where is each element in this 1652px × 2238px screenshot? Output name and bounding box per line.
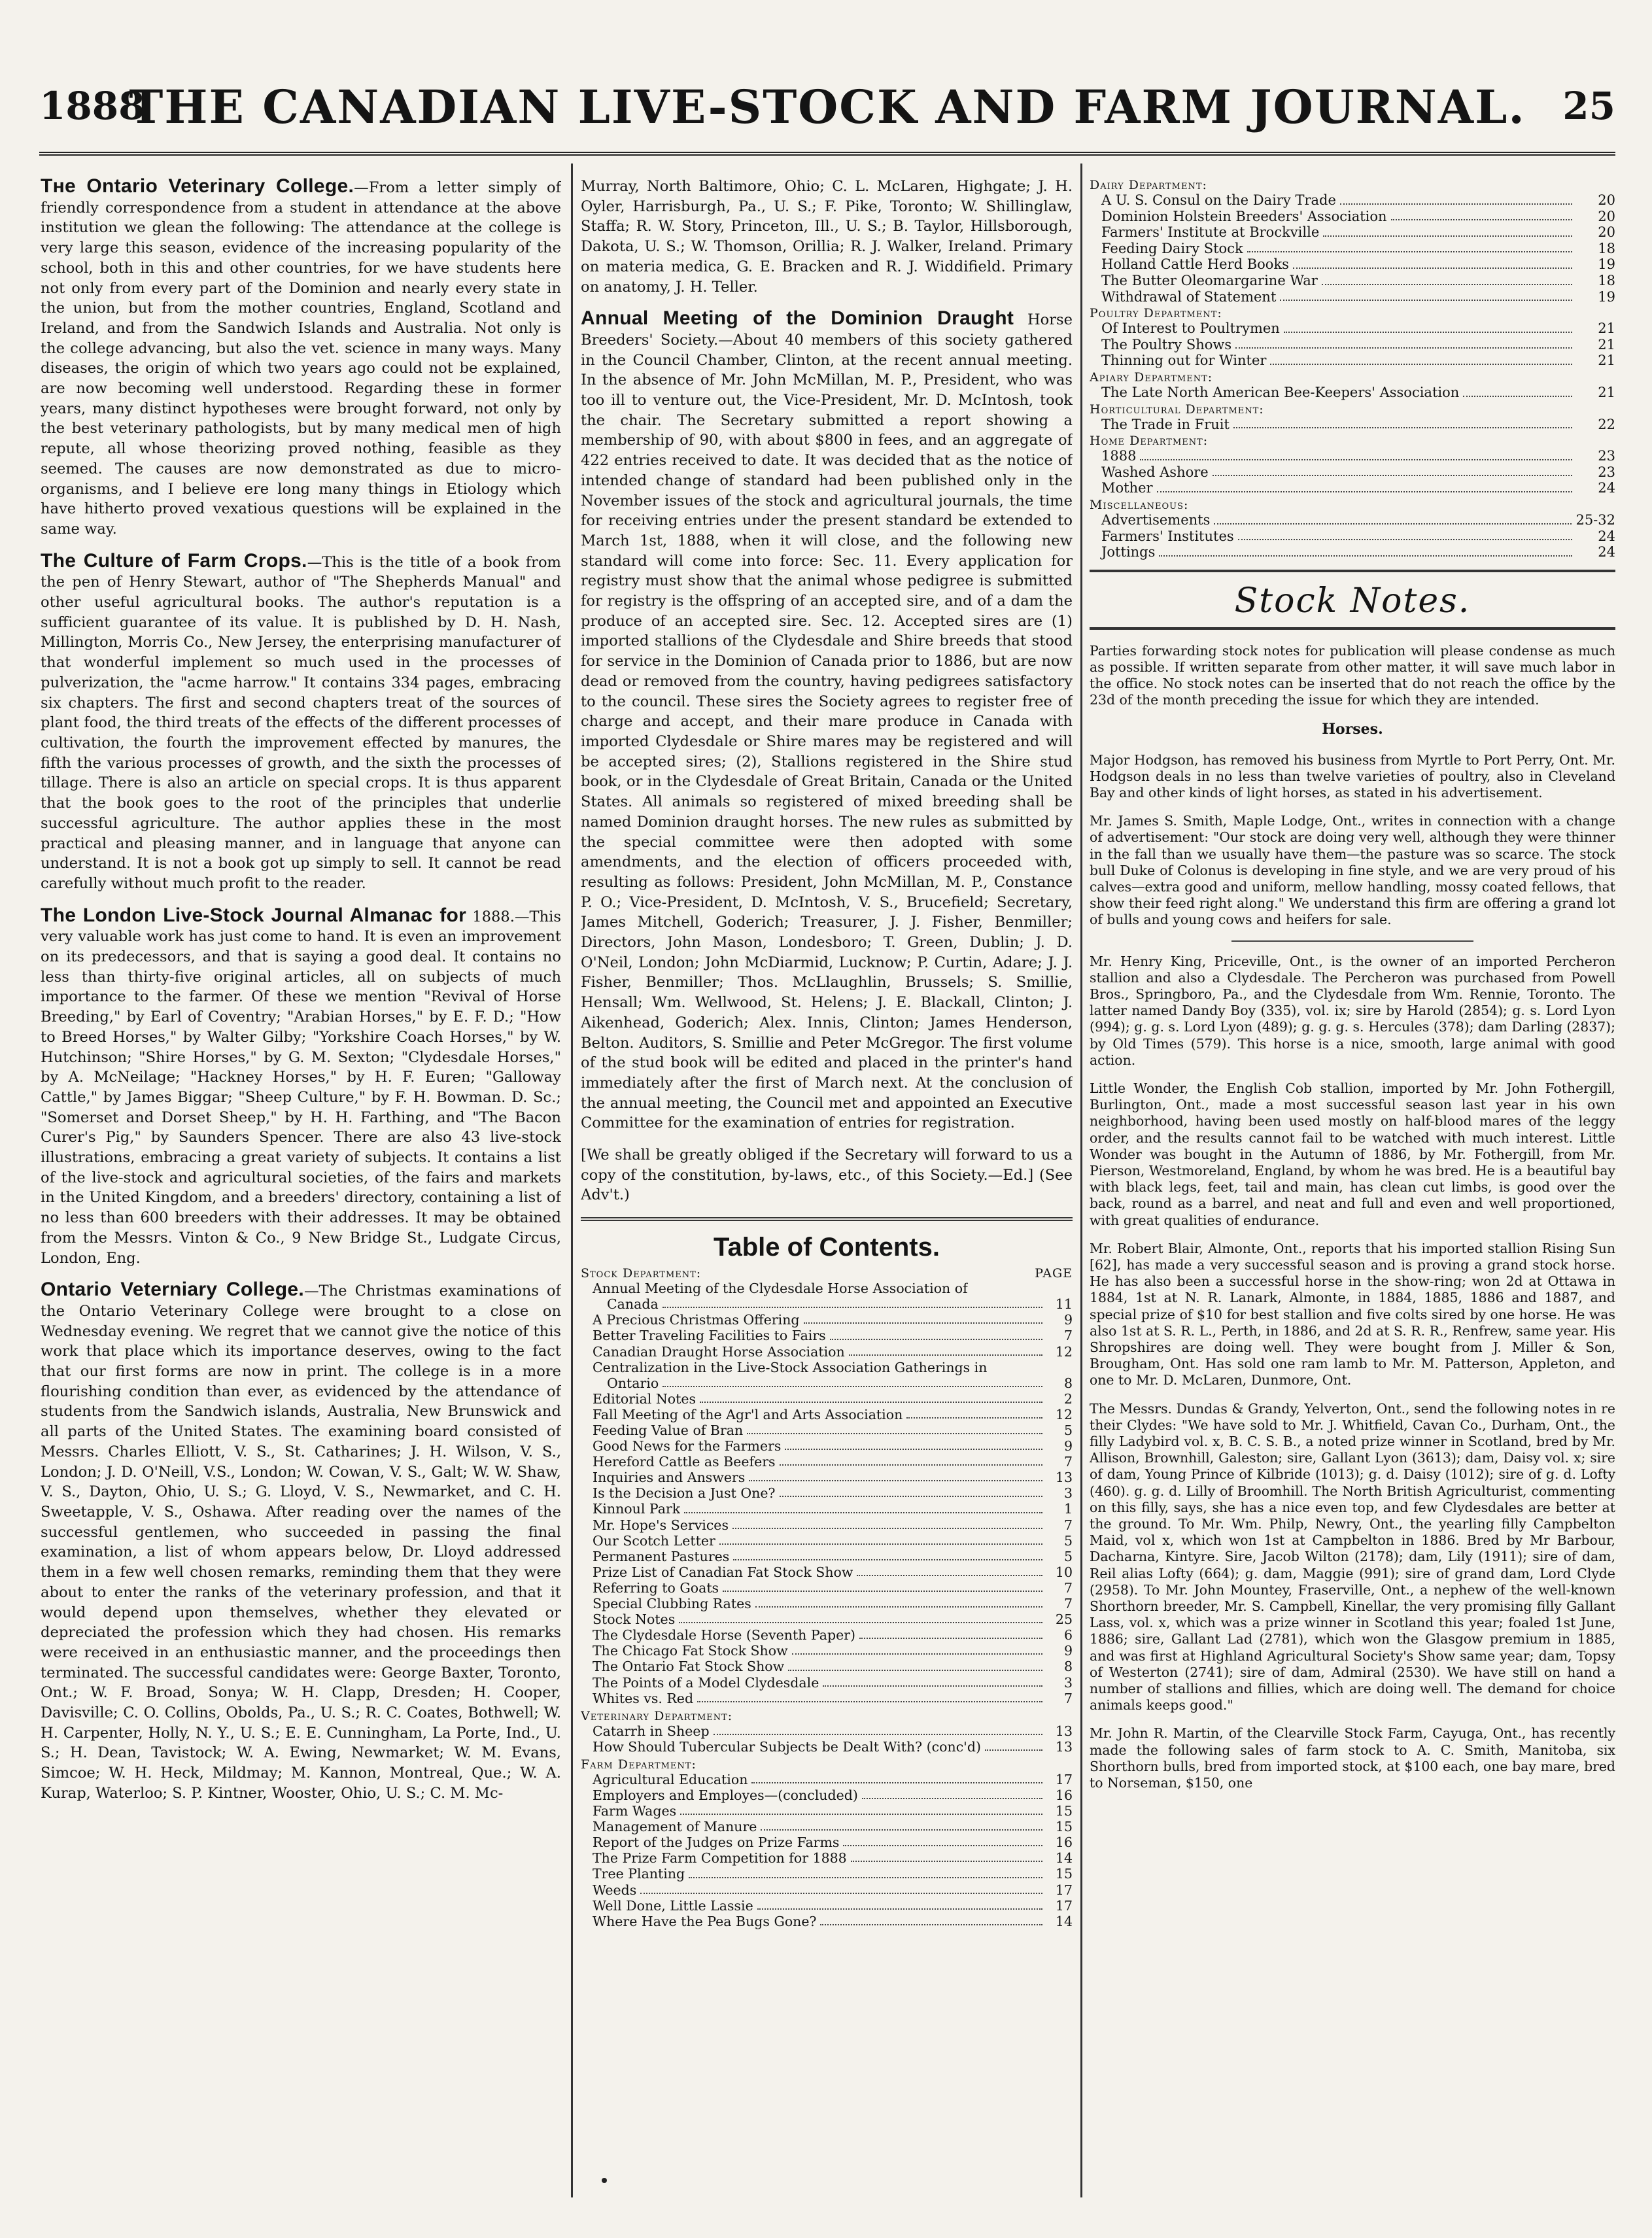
toc-entry (1090, 337, 1615, 353)
article-text: —This is the title of a book from the pen of Henry Stewart, author of "The Shepherds Manual" and other useful agricultural books. The author's reputation is a sufficient guarantee of its value. It is published by D. H. Nash, Millington, Morris Co., New Jersey, the enterprising manufacturer of that wonderful implement so much used in the processes of pulverization, the "acme harrow." It contains 334 pages, embracing six chapters. The first and second chapters treat of the sources of plant food, the third treats of the effects of the different processes of cultivation, the fourth the improvement effected by manures, the fifth the various processes of growth, and the sixth the processes of tillage. There is also an article on special crops. It is thus apparent that the book goes to the root of the principles that underlie successful agriculture. The author applies these in the most practical and pleasing manner, and in language that anyone can understand. It is not a book got up simply to sell. It cannot be read carefully without much profit to the reader. (41, 553, 561, 892)
toc-entry (1090, 544, 1615, 560)
article-paragraph (581, 309, 1073, 1133)
page-header (39, 72, 1615, 144)
toc-leader-dots (820, 1924, 1042, 1925)
toc-leader-dots (1238, 539, 1572, 540)
stock-note: The Messrs. Dundas & Grandy, Yelverton, Ont., send the following notes in re their Clydes: "We have sold to Mr. J. Whitfield, Cavan Co., Durham, Ont., the filly Ladybird vol. x, B. C. S. B., a noted prize winner in Scotland, bred by Mr. Allison, Brownhill, Galeston; sire, Gallant Lyon (3613); dam, Daisy vol. x; sire of dam, Young Prince of Kilbride (1013); g. d. Daisy (1012); sire of g. d. Lofty (460). g. g. d. Lilly of Broomhill. The North British Agriculturist, commenting on this filly, says, she has a nice even top, and few Clydesdales are better at the ground. To Mr. Wm. Philp, Newry, Ont., the yearling filly Campbelton Maid, vol x, which won 1st at Campbelton in 1886. Bred by Mr Barbour, Dacharna, Kintyre. Sire, Jacob Wilton (2178); dam, Lily (1911); sire of dam, Reil alias Lofty (664); g. dam, Maggie (991); sire of grand dam, Lord Clyde (2958). To Mr. John Mountey, Fraserville, Ont., a nephew of the well-known Shorthorn breeder, Mr. S. Campbell, Kinellar, the very promising filly Gallant Lass, vol. x, which was a prize winner in Scotland this year; foaled 1st June, 1886; sire, Gallant Lad (2781), which won the Glasgow premium in 1885, and was first at Highland Agricultural Society's Show same year; dam, Topsy of Westerton (2741); sire of dam, Admiral (2530). We have still on hand a number of stallions and fillies, which are doing well. The demand for choice animals keeps good." (1090, 1400, 1615, 1713)
toc-entry-title: Report of the Judges on Prize Farms (593, 1834, 840, 1851)
toc-entry (1090, 417, 1615, 433)
toc-leader-dots (1214, 523, 1572, 525)
toc-leader-dots (823, 1685, 1042, 1687)
toc-entry-title: A Precious Christmas Offering (593, 1312, 800, 1328)
toc-entry-page: 7 (1063, 1454, 1073, 1470)
toc-leader-dots (723, 1591, 1042, 1592)
toc-leader-dots (689, 1877, 1042, 1878)
toc-entry-page: 13 (1055, 1723, 1073, 1739)
toc-entry-page: 14 (1055, 1913, 1073, 1929)
toc-entry (1090, 241, 1615, 257)
toc-entry-title: The Poultry Shows (1101, 336, 1232, 353)
journal-title: THE CANADIAN LIVE-STOCK AND FARM JOURNAL. (129, 80, 1526, 134)
toc-entry (581, 1375, 1073, 1391)
toc-entry-page: 1 (1063, 1501, 1073, 1517)
toc-entry (581, 1739, 1073, 1755)
toc-entry-page: 13 (1055, 1470, 1073, 1486)
toc-leader-dots (1284, 332, 1572, 333)
toc-leader-dots (757, 1908, 1042, 1910)
toc-entry (581, 1470, 1073, 1485)
toc-section-list (1090, 512, 1615, 560)
article-heading: Tнe Ontario Veterinary College. (41, 177, 354, 197)
toc-entry-page: 25-32 (1575, 511, 1615, 528)
article-paragraph (41, 177, 561, 540)
stock-notes-intro: Parties forwarding stock notes for publication will please condense as much as possible. If written separate from other matter, it will save much labor in the office. No stock notes can be inserted that do not reach the office by the 23d of the month preceding the issue for which they are intended. (1090, 642, 1615, 708)
toc-entry-page: 12 (1055, 1406, 1073, 1422)
page-number: 25 (1562, 84, 1615, 128)
toc-entry-title: Holland Cattle Herd Books (1101, 256, 1289, 273)
toc-entry-title: Catarrh in Sheep (593, 1723, 710, 1739)
stock-note: Mr. Henry King, Priceville, Ont., is the owner of an imported Percheron stallion and also a Clydesdale. The Percheron was purchased from Powell Bros., Springboro, Pa., and the Clydesdale from Wm. Rennie, Toronto. The latter named Dandy Boy (335), vol. ix; sire by Harold (2854); g. s. Lord Lyon (994); g. g. s. Lord Lyon (489); g. g. g. s. Hercules (378); dam Darling (2837); by Old Times (579). This horse is a nice, smooth, large animal with good action. (1090, 953, 1615, 1068)
toc-entry-title: Inquiries and Answers (593, 1470, 746, 1486)
column-rule (1080, 164, 1082, 2197)
toc-entry-title: Editorial Notes (593, 1390, 697, 1407)
stock-note: Little Wonder, the English Cob stallion, imported by Mr. John Fothergill, Burlington, Ont., made a most successful season last year in his own neighborhood, having been used mostly on half-blood mares of the leggy order, and the results cannot fail to be watched with much interest. Little Wonder was bought in the Autumn of 1886, by Mr. Fothergill, from Mr. Pierson, Westmoreland, England, by whom he was bred. He is a beautiful bay with black legs, feet, tail and main, has clean cut limbs, is good over the back, round as a barrel, and neat and full and even and well proportioned, with great qualities of endurance. (1090, 1080, 1615, 1228)
toc-entry-title: Withdrawal of Statement (1101, 288, 1277, 305)
toc-section-label: Home Department: (1090, 434, 1209, 449)
toc-leader-dots (663, 1386, 1042, 1387)
toc-entry-page: 20 (1598, 224, 1615, 241)
toc-leader-dots (804, 1322, 1042, 1324)
toc-entry-title: Permanent Pastures (593, 1548, 730, 1564)
toc-entry-title: Hereford Cattle as Beefers (593, 1454, 776, 1470)
toc-entry-page: 18 (1598, 240, 1615, 256)
toc-leader-dots (697, 1701, 1042, 1702)
toc-entry-page: 16 (1055, 1787, 1073, 1803)
toc-entry (581, 1407, 1073, 1422)
toc-entry-page: 21 (1598, 353, 1615, 369)
toc-entry (1090, 273, 1615, 289)
toc-vet-list (581, 1723, 1073, 1755)
toc-leader-dots (830, 1339, 1042, 1340)
toc-leader-dots (1159, 555, 1572, 557)
toc-entry-title: The Clydesdale Horse (Seventh Paper) (593, 1627, 856, 1644)
toc-leader-dots (1391, 219, 1572, 220)
toc-entry-page: 2 (1063, 1390, 1073, 1407)
toc-entry-page: 22 (1598, 416, 1615, 432)
toc-entry-page: 10 (1055, 1564, 1073, 1580)
toc-entry-title: Farm Wages (593, 1803, 677, 1819)
toc-entry-title: Prize List of Canadian Fat Stock Show (593, 1564, 853, 1580)
toc-entry-title: Dominion Holstein Breeders' Association (1101, 208, 1387, 224)
article-text: 1888.—This very valuable work has just come to hand. It is even an improvement on its predecessors, and that is saying a good deal. It contains no less than thirty-five original articles, all on subjects of much importance to the farmer. Of these we mention "Revival of Horse Breeding," by Earl of Coventry; "Arabian Horses," by E. F. D.; "How to Breed Horses," by Walter Gilby; "Yorkshire Coach Horses," by W. Hutchinson; "Shire Horses," by G. M. Sexton; "Clydesdale Horses," by A. McNeilage; "Hackney Horses," by H. F. Euren; "Galloway Cattle," by James Biggar; "Sheep Culture," by F. H. Bowman. D. Sc.; "Somerset and Dorset Sheep," by H. H. Farthing, and "The Bacon Curer's Pig," by Saunders Spencer. There are also 43 live-stock illustrations, embracing a great variety of subjects. It contains a list of the live-stock and agricultural societies, of the fairs and markets in the United Kingdom, and a breeders' directory, containing a list of no less than 600 breeders with their addresses. It may be obtained from the Messrs. Vinton & Co., 9 New Bridge St., Ludgate Circus, London, Eng. (41, 908, 561, 1267)
toc-entry-page: 7 (1063, 1517, 1073, 1533)
toc-entry-title: The Points of a Model Clydesdale (593, 1674, 819, 1691)
column-3 (1090, 177, 1615, 2191)
toc-leader-dots (719, 1543, 1042, 1545)
toc-leader-dots (849, 1354, 1042, 1356)
toc-leader-dots (700, 1402, 1042, 1403)
toc-entry-title: Agricultural Education (593, 1771, 748, 1787)
toc-leader-dots (851, 1861, 1042, 1862)
toc-entry-title: Annual Meeting of the Clydesdale Horse Association of (593, 1281, 968, 1297)
stock-note: Mr. John R. Martin, of the Clearville Stock Farm, Cayuga, Ont., has recently made the following sales of farm stock to A. C. Smith, Manitoba, six Shorthorn bulls, bred from imported stock, at $100 each, one bay mare, bred to Norseman, $150, one (1090, 1725, 1615, 1791)
article-heading: The London Live-Stock Journal Almanac for (41, 904, 467, 926)
toc-section-list (1090, 448, 1615, 496)
toc-entry-page: 21 (1598, 320, 1615, 337)
toc-entry-title: Canada (607, 1296, 659, 1313)
toc-leader-dots (732, 1528, 1042, 1529)
toc-entry (1090, 480, 1615, 496)
toc-leader-dots (1213, 475, 1572, 476)
toc-entry-page: 15 (1055, 1819, 1073, 1835)
toc-entry-title: Feeding Dairy Stock (1101, 240, 1243, 256)
toc-leader-dots (780, 1496, 1042, 1497)
toc-title: Table of Contents. (714, 1233, 940, 1262)
stock-note: Mr. Robert Blair, Almonte, Ont., reports that his imported stallion Rising Sun [62], has made a very successful season and is proving a grand stock horse. He has also been a successful horse in the show-ring; won 2d at Ottawa in 1884, 1st at N. R. Lanark, Almonte, in 1884, 1885, 1886 and 1887, and special prize of $10 for best stallion and five colts sired by one horse. He was also 1st at S. R. L., Perth, in 1886, and 2d at S. R. R., Renfrew, same year. His Shropshires are doing well. They were bought from J. Miller & Son, Brougham, Ont. Has sold one ram lamb to Mr. M. Patterson, Appleton, and one to Mr. D. McLaren, Dunmore, Ont. (1090, 1240, 1615, 1388)
toc-leader-dots (859, 1638, 1042, 1639)
toc-entry (1090, 192, 1615, 209)
toc-entry (581, 1501, 1073, 1517)
toc-section-header (581, 1757, 1073, 1772)
article-paragraph (41, 551, 561, 894)
article-continuation: Murray, North Baltimore, Ohio; C. L. McLaren, Highgate; J. H. Oyler, Harrisburgh, Pa., U. S.; F. Pike, Toronto; W. Shillinglaw, Staffa; R. W. Story, Princeton, Ill., U. S.; B. Taylor, Hillsborough, Dakota, U. S.; W. Thomson, Orillia; R. J. Walker, Ireland. Primary on materia medica, G. E. Bracken and R. J. Widdifield. Primary on anatomy, J. H. Teller. (581, 178, 1073, 296)
toc-leader-dots (788, 1670, 1042, 1671)
toc-leader-dots (1233, 427, 1572, 428)
toc-farm-list (581, 1772, 1073, 1929)
toc-entry-title: Special Clubbing Rates (593, 1596, 751, 1612)
toc-entry (581, 1611, 1073, 1627)
toc-section-label: Veterinary Department: (581, 1708, 733, 1723)
toc-entry-page: 7 (1063, 1579, 1073, 1596)
toc-leader-dots (1280, 300, 1572, 301)
toc-entry-title: Jottings (1101, 544, 1156, 560)
toc-entry (581, 1659, 1073, 1674)
toc-entry-page: 19 (1598, 256, 1615, 273)
toc-entry-page: 7 (1063, 1690, 1073, 1706)
toc-section-label: Dairy Department: (1090, 178, 1207, 192)
toc-entry (581, 1391, 1073, 1407)
toc-entry-title: Feeding Value of Bran (593, 1422, 744, 1438)
toc-section-header (581, 1266, 1073, 1281)
toc-entry-page: 18 (1598, 272, 1615, 288)
toc-leader-dots (1247, 251, 1572, 252)
toc-entry (581, 1914, 1073, 1929)
toc-leader-dots (862, 1798, 1042, 1799)
section-rule (581, 1217, 1073, 1221)
toc-entry-page: 16 (1055, 1834, 1073, 1851)
toc-leader-dots (780, 1464, 1042, 1466)
toc-entry-title: Referring to Goats (593, 1579, 719, 1596)
toc-entry (581, 1438, 1073, 1454)
toc-entry-title: Thinning out for Winter (1101, 353, 1267, 369)
toc-entry-page: 6 (1063, 1627, 1073, 1644)
toc-entry (581, 1772, 1073, 1787)
toc-leader-dots (906, 1417, 1042, 1419)
toc-section-label: Poultry Department: (1090, 306, 1222, 321)
toc-leader-dots (749, 1480, 1042, 1481)
toc-entry (581, 1344, 1073, 1360)
toc-entry-page: 24 (1598, 544, 1615, 560)
toc-entry-title: 1888 (1101, 448, 1137, 464)
toc-entry-page: 7 (1063, 1596, 1073, 1612)
toc-entry (1090, 528, 1615, 545)
toc-entry (581, 1882, 1073, 1898)
print-mark (602, 2178, 607, 2183)
toc-entry-title: Whites vs. Red (593, 1690, 694, 1706)
toc-entry (581, 1866, 1073, 1882)
article-heading: Ontario Veterniary College. (41, 1279, 304, 1301)
toc-entry (581, 1533, 1073, 1549)
toc-entry-title: Washed Ashore (1101, 464, 1209, 480)
toc-entry-title: Kinnoul Park (593, 1501, 681, 1517)
toc-leader-dots (1157, 491, 1572, 492)
toc-entry-title: Better Traveling Facilities to Fairs (593, 1328, 826, 1344)
toc-leader-dots (1293, 267, 1572, 269)
toc-leader-dots (785, 1449, 1042, 1450)
column-rule (571, 164, 573, 2197)
toc-entry-page: 11 (1055, 1296, 1073, 1313)
toc-leader-dots (1270, 364, 1572, 365)
toc-entry-page: 5 (1063, 1532, 1073, 1549)
toc-entry (581, 1898, 1073, 1914)
toc-entry-title: The Ontario Fat Stock Show (593, 1659, 785, 1675)
toc-leader-dots (679, 1622, 1042, 1623)
toc-leader-dots (747, 1433, 1042, 1434)
toc-entry (581, 1723, 1073, 1739)
toc-entry-page: 20 (1598, 192, 1615, 208)
toc-entry (581, 1834, 1073, 1850)
toc-section-label: Farm Department: (581, 1757, 697, 1772)
toc-entry-page: 24 (1598, 528, 1615, 544)
toc-page-label: PAGE (1035, 1266, 1073, 1281)
toc-entry-title: The Prize Farm Competition for 1888 (593, 1850, 847, 1867)
toc-entry (581, 1643, 1073, 1659)
toc-entry-page: 5 (1063, 1548, 1073, 1564)
toc-leader-dots (1463, 396, 1572, 397)
toc-entry-title: Stock Notes (593, 1611, 676, 1628)
toc-leader-dots (1322, 284, 1572, 285)
toc-entry-title: Farmers' Institutes (1101, 528, 1234, 544)
toc-entry-page: 15 (1055, 1866, 1073, 1882)
toc-entry-title: The Butter Oleomargarine War (1101, 272, 1318, 288)
toc-entry (1090, 448, 1615, 464)
toc-entry-title: Mother (1101, 480, 1153, 496)
editor-note: [We shall be greatly obliged if the Secretary will forward to us a copy of the constitution, by-laws, etc., of this Society.—Ed.] (See Adv't.) (581, 1146, 1073, 1204)
toc-entry (1090, 353, 1615, 369)
toc-entry (1090, 464, 1615, 481)
toc-entry-page: 14 (1055, 1850, 1073, 1867)
header-rule (39, 152, 1615, 158)
toc-leader-dots (1140, 459, 1572, 460)
stock-note: Mr. James S. Smith, Maple Lodge, Ont., writes in connection with a change of advertisement: "Our stock are doing very well, although they were thinner in the fall than we usually have them—the pasture was so scarce. The stock bull Duke of Colonus is developing in fine style, and we are very proud of his calves—extra good and uniform, mellow handling, mossy coated fellows, that show their feed right along." We understand this firm are offering a grand lot of bulls and young cows and heifers for sale. (1090, 813, 1615, 928)
toc-entry-page: 17 (1055, 1897, 1073, 1914)
toc-entry-page: 13 (1055, 1738, 1073, 1755)
stock-notes-title: Stock Notes. (1234, 581, 1471, 621)
toc-entry-title: Fall Meeting of the Agr'l and Arts Association (593, 1406, 903, 1422)
header-year: 1888 (39, 84, 145, 128)
toc-entry-title: How Should Tubercular Subjects be Dealt With? (conc'd) (593, 1738, 981, 1755)
toc-entry (581, 1596, 1073, 1611)
toc-leader-dots (684, 1512, 1042, 1513)
article-heading: The Culture of Farm Crops. (41, 549, 307, 572)
toc-entry-title: Good News for the Farmers (593, 1438, 782, 1455)
toc-leader-dots (755, 1606, 1042, 1608)
toc-entry (581, 1328, 1073, 1343)
toc-entry (581, 1787, 1073, 1803)
toc-entry-title: Mr. Hope's Services (593, 1517, 729, 1533)
toc-leader-dots (1340, 203, 1572, 205)
toc-entry-title: The Late North American Bee-Keepers' Association (1101, 384, 1460, 400)
toc-entry-page: 21 (1598, 384, 1615, 400)
toc-leader-dots (1235, 347, 1572, 349)
toc-entry (581, 1281, 1073, 1296)
article-text: —From a letter simply of friendly correspondence from a student in attendance at the above institution we glean the following: The attendance at the college is very large this season, evidence of the increasing popularity of the school, both in this and other countries, for we have students here not only from every part of the Dominion and nearly every state in the union, but from the mother countries, England, Scotland and Ireland, and from the Sandwich Islands and Australia. Not only is the college advancing, but also the vet. science in many ways. Many diseases, the origin of which two years ago could not be explained, are now becoming well understood. Regarding these in former years, many distinct hypotheses were brought forward, not only by the best veterinary pathologists, but by many medical men of high repute, all whose theorizing proved nothing, feasible as they seemed. The causes are now demonstrated as due to micro-organisms, and I believe ere long many things in Etiology which have hitherto proved vexatious questions will be explained in the same way. (41, 179, 561, 538)
article-paragraph (41, 1280, 561, 1803)
toc-entry (1090, 224, 1615, 241)
column-1 (41, 177, 561, 2191)
toc-entry (581, 1485, 1073, 1501)
toc-section-label: Apiary Department: (1090, 370, 1213, 385)
toc-section-list (1090, 417, 1615, 433)
toc-entry-title: Weeds (593, 1882, 637, 1898)
toc-entry (581, 1691, 1073, 1706)
toc-entry (1090, 256, 1615, 273)
toc-entry-title: Our Scotch Letter (593, 1532, 715, 1549)
toc-entry-title: Where Have the Pea Bugs Gone? (593, 1913, 817, 1929)
toc-entry (581, 1549, 1073, 1564)
toc-entry-page: 5 (1063, 1422, 1073, 1438)
toc-entry (1090, 209, 1615, 225)
toc-entry (1090, 320, 1615, 337)
toc-entry-page: 3 (1063, 1674, 1073, 1691)
toc-leader-dots (751, 1782, 1042, 1783)
toc-entry (1090, 385, 1615, 401)
toc-entry (581, 1580, 1073, 1596)
toc-entry-page: 21 (1598, 336, 1615, 353)
toc-entry-title: The Chicago Fat Stock Show (593, 1643, 788, 1659)
toc-entry-page: 12 (1055, 1343, 1073, 1360)
toc-leader-dots (680, 1814, 1042, 1815)
toc-entry (581, 1850, 1073, 1866)
toc-leader-dots (733, 1559, 1042, 1560)
toc-entry (581, 1422, 1073, 1438)
toc-section-label: Horticultural Department: (1090, 402, 1264, 417)
article-paragraph (41, 906, 561, 1269)
toc-entry-title: Centralization in the Live-Stock Association Gatherings in (593, 1359, 988, 1375)
toc-entry (581, 1803, 1073, 1819)
toc-entry-page: 20 (1598, 208, 1615, 224)
toc-leader-dots (1323, 235, 1572, 237)
toc-entry-title: Advertisements (1101, 511, 1211, 528)
toc-entry-title: Tree Planting (593, 1866, 685, 1882)
toc-entry (581, 1675, 1073, 1691)
toc-entry-page: 24 (1598, 480, 1615, 496)
toc-entry-page: 9 (1063, 1643, 1073, 1659)
toc-section-header (581, 1709, 1073, 1723)
toc-leader-dots (761, 1829, 1042, 1831)
toc-leader-dots (985, 1749, 1042, 1751)
note-divider (1231, 940, 1473, 942)
toc-entry-page: 19 (1598, 288, 1615, 305)
toc-entry-page: 9 (1063, 1312, 1073, 1328)
toc-stock-list (581, 1281, 1073, 1706)
toc-leader-dots (663, 1307, 1042, 1308)
column-2 (581, 177, 1073, 2191)
toc-entry-title: Management of Manure (593, 1819, 757, 1835)
toc-entry-title: A U. S. Consul on the Dairy Trade (1101, 192, 1336, 208)
article-heading: Annual Meeting of the Dominion Draught (581, 307, 1014, 330)
toc-entry-page: 15 (1055, 1803, 1073, 1819)
stock-notes-banner (1090, 570, 1615, 630)
toc-entry (581, 1296, 1073, 1312)
toc-leader-dots (792, 1653, 1042, 1655)
toc-entry-page: 7 (1063, 1328, 1073, 1344)
toc-entry-title: The Trade in Fruit (1101, 416, 1230, 432)
toc-entry (581, 1454, 1073, 1470)
toc-entry (581, 1819, 1073, 1834)
toc-section-list (1090, 385, 1615, 401)
toc-entry (581, 1360, 1073, 1375)
toc-entry-title: Farmers' Institute at Brockville (1101, 224, 1320, 241)
toc-entry-page: 9 (1063, 1438, 1073, 1455)
toc-entry-title: Employers and Employes—(concluded) (593, 1787, 858, 1803)
toc-entry-page: 25 (1055, 1611, 1073, 1628)
article-text: —The Christmas examinations of the Ontario Veterinary College were brought to a close on Wednesday evening. We regret that we cannot give the notice of this work that place which its importance deserves, owing to the fact that our first forms are now in print. The college is in a more flourishing condition than ever, as evidenced by the attendance of students from the Sandwich islands, Australia, New Brunswick and all parts of the United States. The examining board consisted of Messrs. Charles Elliott, V. S., St. Catharines; J. H. Wilson, V. S., London; J. D. O'Neill, V.S., London; W. Cowan, V. S., Galt; W. W. Shaw, V. S., Dayton, Ohio, U. S.; G. Lloyd, V. S., Newmarket, and C. H. Sweetapple, V. S., Oshawa. After reading over the names of the successful gentlemen, who succeeded in passing the final examination, a list of whom appears below, Dr. Lloyd addressed them in a few well chosen remarks, reminding them that they were about to enter the ranks of the veterinary profession, and that it would depend upon themselves, whether they elevated or depreciated the profession which they had chosen. His remarks were received in an enthusiastic manner, and the proceedings then terminated. The successful candidates were: George Baxter, Toronto, Ont.; W. F. Broad, Sonya; W. H. Clapp, Dresden; H. Cooper, Davisville; C. O. Collins, Obolds, Pa., U. S.; R. C. Coates, Bothwell; W. H. Carpenter, Holly, N. Y., U. S.; E. E. Cunningham, La Porte, Ind., U. S.; H. Dean, Tavistock; W. A. Ewing, Newmarket; W. M. Evans, Simcoe; W. H. Heck, Mildmay; M. Kannon, Montreal, Que.; W. A. Kurap, Waterloo; S. P. Kintner, Wooster, Ohio, U. S.; C. M. Mc- (41, 1283, 561, 1802)
toc-entry-page: 23 (1598, 464, 1615, 480)
toc-entry-title: Ontario (607, 1375, 659, 1391)
toc-entry-title: Is the Decision a Just One? (593, 1485, 776, 1502)
toc-leader-dots (843, 1845, 1042, 1846)
toc-entry (581, 1564, 1073, 1580)
toc-entry-page: 3 (1063, 1485, 1073, 1502)
toc-section-list (1090, 320, 1615, 369)
horses-heading: Horses. (1322, 720, 1383, 738)
toc-entry (581, 1627, 1073, 1643)
toc-entry (1090, 512, 1615, 528)
toc-entry-page: 23 (1598, 448, 1615, 464)
toc-leader-dots (640, 1893, 1042, 1894)
toc-entry (1090, 289, 1615, 305)
toc-entry-page: 8 (1063, 1659, 1073, 1675)
article-text: Horse Breeders' Society.—About 40 members of this society gathered in the Council Chamber, Clinton, at the recent annual meeting. In the absence of Mr. John McMillan, M. P., President, who was too ill to venture out, the Vice-President, Mr. D. McIntosh, took the chair. The Secretary submitted a report showing a membership of 90, with about $800 in fees, and an aggregate of 422 entries received to date. It was decided that as the notice of intended change of standard had been published only in the November issues of the stock and agricultural journals, the time for receiving entries under the present standard be extended to March 1st, 1888, when it will close, and the following new standard will come into force: Sec. 11. Every application for registry must show that the animal whose pedigree is submitted for registry is the offspring of an accepted sire, and of a dam the produce of an accepted sire. Sec. 12. Accepted sires are (1) imported stallions of the Clydesdale and Shire breeds that stood for service in the Dominion of Canada prior to 1886, but are now dead or removed from the country, having pedigrees satisfactory to the council. These sires the Society agrees to register free of charge and accept, and their mare produce in Canada with imported Clydesdale or Shire mares may be registered and will be accepted sires; (2), Stallions registered in the Shire stud book, or in the Clydesdale of Great Britain, Canada or the United States. All animals so registered of mixed breeding shall be named Dominion draught horses. The new rules as submitted by the special committee were then adopted with some amendments, and the election of officers proceeded with, resulting as follows: President, John McMillan, M. P., Constance P. O.; Vice-President, D. McIntosh, V. S., Brucefield; Secretary, James Mitchell, Goderich; Treasurer, J. J. Fisher, Benmiller; Directors, John Mason, Londesboro; T. Green, Dublin; J. D. O'Neil, London; John McDiarmid, Lucknow; P. Curtin, Adare; J. J. Fisher, Benmiller; Thos. McLlaughlin, Brussels; S. Smillie, Hensall; Wm. Wellwood, St. Helens; J. E. Blackall, Clinton; J. Aikenhead, Goderich; Alex. Innis, Clinton; James Henderson, Belton. Auditors, S. Smillie and Peter McGregor. The first volume of the stud book will be edited and placed in the printer's hand immediately after the first of March next. At the conclusion of the annual meeting, the Council met and appointed an Executive Committee for the examination of entries for registration. (581, 311, 1073, 1132)
toc-entry-page: 8 (1063, 1375, 1073, 1391)
toc-leader-dots (857, 1575, 1042, 1576)
toc-entry (581, 1312, 1073, 1328)
toc-section-list (1090, 192, 1615, 305)
toc-entry-page: 17 (1055, 1882, 1073, 1898)
toc-entry-title: Canadian Draught Horse Association (593, 1343, 845, 1360)
toc-continued-list (1090, 178, 1615, 560)
toc-entry-title: Well Done, Little Lassie (593, 1897, 753, 1914)
toc-entry (581, 1517, 1073, 1533)
toc-entry-page: 17 (1055, 1771, 1073, 1787)
toc-entry-title: Of Interest to Poultrymen (1101, 320, 1280, 337)
stock-note: Major Hodgson, has removed his business from Myrtle to Port Perry, Ont. Mr. Hodgson deals in no less than twelve varieties of poultry, also in Cleveland Bay and other kinds of light horses, as stated in his advertisement. (1090, 751, 1615, 801)
toc-leader-dots (714, 1734, 1042, 1735)
toc-section-label: Miscellaneous: (1090, 497, 1189, 512)
toc-section-label: Stock Department: (581, 1266, 702, 1281)
